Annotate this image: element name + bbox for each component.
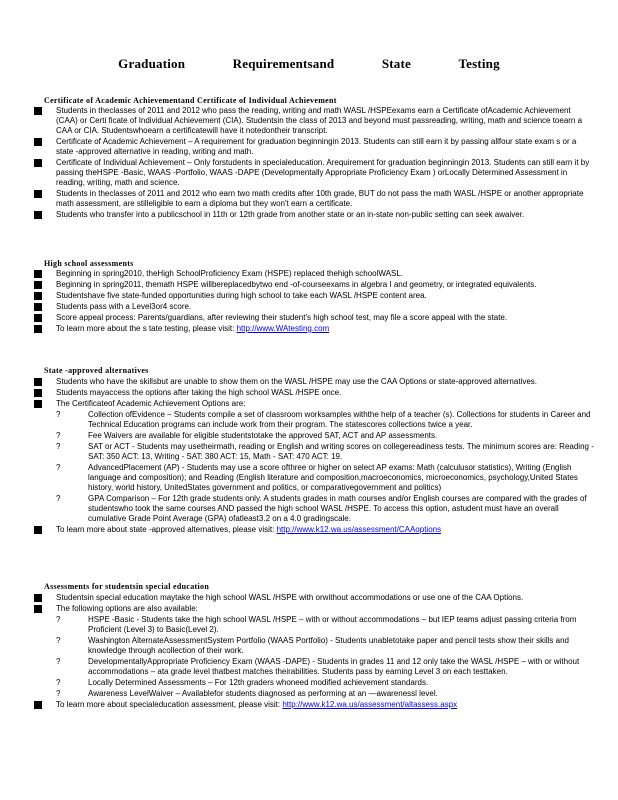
list-item: To learn more about specialeducation assessment, please visit: http://www.k12.wa.us/assessment/altassess.aspx	[34, 700, 594, 710]
section-heading-high-school: High school assessments	[44, 259, 134, 268]
list-item: Students pass with a Level3or4 score.	[34, 302, 594, 312]
list-item: Certificate of Academic Achievement – A requirement for graduation beginningin 2013. Students can still earn it by passing allfour state exam s or a state -approved alternative in reading, writing and math.	[34, 137, 594, 157]
bullet-icon	[34, 190, 42, 198]
list-item: Studentsin special education maytake the high school WASL /HSPE with orwithout accommodations or use one of the CAA Options.	[34, 593, 594, 603]
sub-bullet-icon: ?	[56, 615, 61, 624]
page-title	[0, 56, 618, 72]
sub-bullet-icon: ?	[56, 636, 61, 645]
sub-list-item: ? AdvancedPlacement (AP) - Students may use a score ofthree or higher on select AP exams: Math (calculusor statistics), Writing (English language and composition); and Reading (English literature and composition,macroeconomics, microeconomics, psychology,United States history, world history, UnitedStates government and politics, or comparativegovernment and politics)	[56, 463, 578, 492]
bullet-icon	[34, 325, 42, 333]
watesting-link[interactable]: http://www.WAtesting.com	[236, 324, 330, 333]
list-item: Studentshave five state-funded opportunities during high school to take each WASL /HSPE content area.	[34, 291, 594, 301]
list-item: Students who have the skillsbut are unable to show them on the WASL /HSPE may use the CAA Options or state-approved alternatives.	[34, 377, 594, 387]
sub-bullet-icon: ?	[56, 494, 61, 503]
sub-list-item: ? HSPE -Basic - Students take the high school WASL /HSPE – with or without accommodations – but IEP teams adjust passing criteria from Proficient (Level 3) to Basic(Level 2).	[56, 615, 577, 634]
sub-bullet-icon: ?	[56, 657, 61, 666]
bullet-icon	[34, 138, 42, 146]
title-testing: Testing	[458, 56, 500, 71]
section-heading-special-education: Assessments for studentsin special education	[44, 582, 210, 591]
sub-list-item: ? GPA Comparison – For 12th grade students only. A students grades in math courses and/or English courses are compared with the grades of studentswho took the same courses AND passed the high school WASL /HSPE. To access this option, astudent must have an overall cumulative Grade Point Average (GPA) ofatleast3.2 on a 4.0 gradingscale.	[56, 494, 587, 523]
section-alternatives	[34, 377, 594, 536]
altassess-link[interactable]: http://www.k12.wa.us/assessment/altassess.aspx	[282, 700, 458, 709]
sub-list-item: ? Fee Waivers are available for eligible studentstotake the approved SAT, ACT and AP assessments.	[56, 431, 438, 440]
sub-bullet-icon: ?	[56, 689, 61, 698]
bullet-icon	[34, 378, 42, 386]
sub-list-item: ? SAT or ACT - Students may usetheirmath, reading or English and writing scores on collegereadiness tests. The minimum scores are: Reading - SAT: 350 ACT: 13, Writing - SAT: 380 ACT: 15, Math - SAT: 470 ACT: 19.	[56, 442, 594, 461]
section-high-school	[34, 269, 594, 335]
sub-bullet-icon: ?	[56, 463, 61, 472]
list-item: To learn more about state -approved alternatives, please visit: http://www.k12.wa.us/assessment/CAAoptions	[34, 525, 594, 535]
list-item: The Certificateof Academic Achievement Options are:	[34, 399, 594, 409]
bullet-icon	[34, 594, 42, 602]
section-heading-certificates: Certificate of Academic Achievementand Certificate of Individual Achievement	[44, 96, 337, 105]
list-item: Students in theclasses of 2011 and 2012 who earn two math credits after 10th grade, BUT do not pass the math WASL /HSPE or another appropriate math assessment, are stilleligible to earn a diploma but they won't earn a certificate.	[34, 189, 594, 209]
sub-list-item: ? Collection ofEvidence – Students compile a set of classroom worksamples withthe help of a teacher (s). Collections for students in Career and Technical Education programs can include work from their program. The statescores collections twice a year.	[56, 410, 591, 429]
caa-options-link[interactable]: http://www.k12.wa.us/assessment/CAAoptions	[276, 525, 442, 534]
list-item: Students who transfer into a publicschool in 11th or 12th grade from another state or an in-state non-public setting can seek awaiver.	[34, 210, 594, 220]
bullet-icon	[34, 211, 42, 219]
sub-bullet-icon: ?	[56, 678, 61, 687]
bullet-icon	[34, 389, 42, 397]
section-certificates	[34, 106, 594, 221]
sub-list-item: ? Locally Determined Assessments – For 12th graders whoneed modified achievement standards.	[56, 678, 429, 687]
title-graduation: Graduation	[118, 56, 186, 71]
list-item: Certificate of Individual Achievement – Only forstudents in specialeducation. Arequirement for graduation beginningin 2013. Students can still earn it by passing theHSPE -Basic, WAAS -Portfolio, WAAS -DAPE (Developmentally Appropriate Proficiency Exam ) orLocally Determined Assessment in reading, writing, math and science.	[34, 158, 594, 188]
list-item: Score appeal process: Parents/guardians, after reviewing their student's high school test, may file a score appeal with the state.	[34, 313, 594, 323]
bullet-icon	[34, 270, 42, 278]
sub-bullet-icon: ?	[56, 410, 61, 419]
sub-bullet-icon: ?	[56, 442, 61, 451]
list-item: To learn more about the s tate testing, please visit: http://www.WAtesting.com	[34, 324, 594, 334]
list-item: Students mayaccess the options after taking the high school WASL /HSPE once.	[34, 388, 594, 398]
sub-list-item: ? Washington AlternateAssessmentSystem Portfolio (WAAS Portfolio) - Students unabletotake paper and pencil tests show their skills and knowledge through acollection of their work.	[56, 636, 569, 655]
bullet-icon	[34, 303, 42, 311]
bullet-icon	[34, 281, 42, 289]
bullet-icon	[34, 400, 42, 408]
bullet-icon	[34, 701, 42, 709]
bullet-icon	[34, 159, 42, 167]
title-state: State	[381, 56, 411, 71]
list-item: Beginning in spring2010, theHigh SchoolProficiency Exam (HSPE) replaced thehigh schoolWASL.	[34, 269, 594, 279]
bullet-icon	[34, 314, 42, 322]
section-heading-alternatives: State -approved alternatives	[44, 366, 149, 375]
bullet-icon	[34, 526, 42, 534]
list-item: Students in theclasses of 2011 and 2012 who pass the reading, writing and math WASL /HSPEexams earn a Certificate ofAcademic Achievement (CAA) or Certi ficate of Individual Achievement (CIA). Studentsin the class of 2013 and beyond must passreading, writing, math and science toearn a CAA or CIA. Studentswhoearn a certificatewill have it notedontheir transcript.	[34, 106, 594, 136]
section-special-education	[34, 593, 594, 711]
bullet-icon	[34, 292, 42, 300]
bullet-icon	[34, 107, 42, 115]
sub-list-item: ? DevelopmentallyAppropriate Proficiency Exam (WAAS -DAPE) - Students in grades 11 and 12 only take the WASL /HSPE – with or without accommodations – ata grade level thatbest matches theirabilities. Students pass by earning Level 3 on each testtaken.	[56, 657, 580, 676]
list-item: Beginning in spring2011, themath HSPE willbereplacedbytwo end -of-courseexams in algebra I and geometry, or integrated equivalents.	[34, 280, 594, 290]
sub-list-item: ? Awareness LevelWaiver – Availablefor students diagnosed as performing at an —awarenessl level.	[56, 689, 438, 698]
sub-bullet-icon: ?	[56, 431, 61, 440]
list-item: The following options are also available:	[34, 604, 594, 614]
title-requirements: Requirementsand	[232, 56, 335, 71]
bullet-icon	[34, 605, 42, 613]
